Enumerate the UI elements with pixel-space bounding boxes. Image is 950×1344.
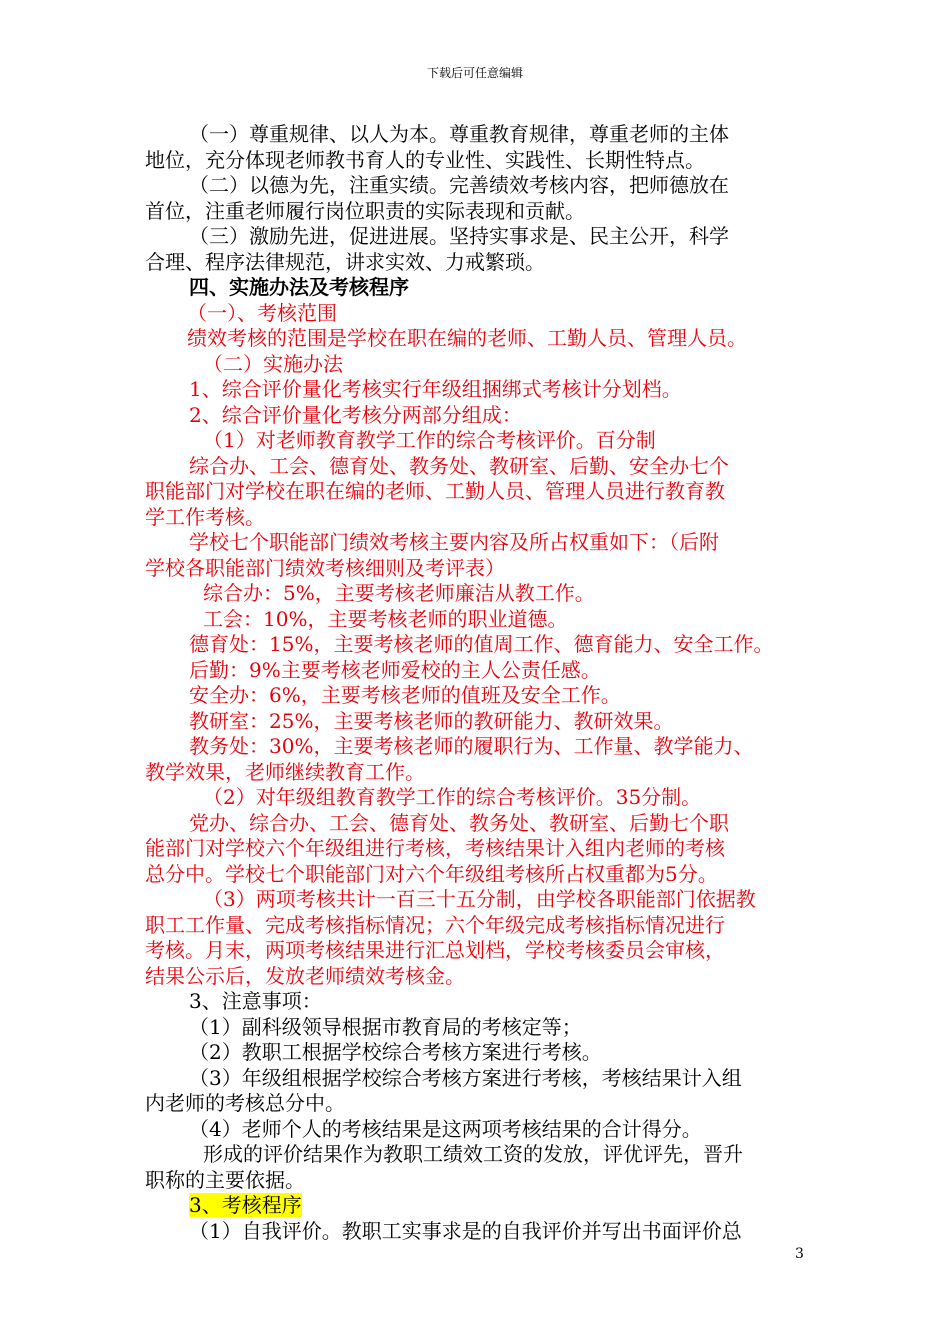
paragraph-line: 综合办：5%，主要考核老师廉洁从教工作。: [203, 581, 595, 605]
subsection-heading: （二）实施办法: [203, 351, 343, 376]
paragraph-line: 考核。月末，两项考核结果进行汇总划档，学校考核委员会审核，: [145, 938, 725, 962]
paragraph-line: （4）老师个人的考核结果是这两项考核结果的合计得分。: [189, 1116, 702, 1141]
paragraph-line: 综合办、工会、德育处、教务处、教研室、后勤、安全办七个: [189, 453, 729, 478]
paragraph-line: 教务处：30%，主要考核老师的履职行为、工作量、教学能力、: [189, 734, 754, 758]
paragraph-line: 职工工作量、完成考核指标情况；六个年级完成考核指标情况进行: [145, 912, 725, 937]
paragraph-line: 能部门对学校六个年级组进行考核，考核结果计入组内老师的考核: [145, 836, 725, 860]
paragraph-line: （三）激励先进，促进进展。坚持实事求是、民主公开，科学: [189, 224, 729, 248]
paragraph-line: 职称的主要依据。: [145, 1167, 305, 1192]
paragraph-line: 学校各职能部门绩效考核细则及考评表）: [145, 555, 505, 580]
paragraph-line: 工会：10%，主要考核老师的职业道德。: [203, 606, 568, 631]
paragraph-line: 安全办：6%，主要考核老师的值班及安全工作。: [189, 683, 621, 707]
paragraph-line: 形成的评价结果作为教职工绩效工资的发放，评优评先，晋升: [203, 1142, 743, 1166]
paragraph-line: 职能部门对学校在职在编的老师、工勤人员、管理人员进行教育教: [145, 479, 725, 503]
subsection-heading: （一）、考核范围: [187, 300, 337, 325]
paragraph-line: 合理、程序法律规范，讲求实效、力戒繁琐。: [145, 249, 545, 274]
highlighted-heading: 3、考核程序: [189, 1193, 302, 1217]
paragraph-line: （一）尊重规律、以人为本。尊重教育规律，尊重老师的主体: [189, 122, 729, 146]
paragraph-line: 结果公示后，发放老师绩效考核金。: [145, 963, 465, 988]
paragraph-line: 首位，注重老师履行岗位职责的实际表现和贡献。: [145, 198, 585, 223]
paragraph-line: 后勤：9%主要考核老师爱校的主人公责任感。: [189, 657, 601, 682]
paragraph-line: 1、综合评价量化考核实行年级组捆绑式考核计分划档。: [189, 377, 682, 401]
paragraph-line: 2、综合评价量化考核分两部分组成：: [189, 402, 522, 427]
paragraph-line: 德育处：15%，主要考核老师的值周工作、德育能力、安全工作。: [189, 632, 774, 656]
document-body: [145, 122, 815, 1244]
paragraph-line: 3、注意事项：: [189, 989, 322, 1013]
paragraph-line: 教学效果，老师继续教育工作。: [145, 759, 425, 784]
paragraph-line: 教研室：25%，主要考核老师的教研能力、教研效果。: [189, 708, 674, 733]
paragraph-line: （2）教职工根据学校综合考核方案进行考核。: [189, 1040, 602, 1064]
paragraph-line: 学校七个职能部门绩效考核主要内容及所占权重如下：（后附: [189, 530, 719, 554]
paragraph-line: （1）副科级领导根据市教育局的考核定等；: [189, 1014, 582, 1039]
paragraph-line: （1）对老师教育教学工作的综合考核评价。百分制: [203, 428, 656, 452]
paragraph-line: 总分中。学校七个职能部门对六个年级组考核所占权重都为5分。: [145, 861, 718, 886]
paragraph-line: 党办、综合办、工会、德育处、教务处、教研室、后勤七个职: [189, 810, 729, 835]
page-number: 3: [795, 1246, 804, 1262]
page-header: 下载后可任意编辑: [426, 66, 523, 80]
paragraph-line: （二）以德为先，注重实绩。完善绩效考核内容，把师德放在: [189, 173, 729, 197]
paragraph-line: 地位，充分体现老师教书育人的专业性、实践性、长期性特点。: [145, 147, 705, 172]
paragraph-line: （1）自我评价。教职工实事求是的自我评价并写出书面评价总: [189, 1218, 742, 1243]
paragraph-line: 绩效考核的范围是学校在职在编的老师、工勤人员、管理人员。: [187, 326, 747, 350]
paragraph-line: 学工作考核。: [145, 504, 265, 529]
paragraph-line: （3）两项考核共计一百三十五分制，由学校各职能部门依据教: [203, 887, 756, 911]
paragraph-line: （2）对年级组教育教学工作的综合考核评价。35分制。: [203, 785, 702, 809]
section-heading: 四、实施办法及考核程序: [189, 275, 409, 299]
paragraph-line: （3）年级组根据学校综合考核方案进行考核，考核结果计入组: [189, 1065, 742, 1090]
paragraph-line: 内老师的考核总分中。: [145, 1091, 345, 1115]
subsection-heading: [145, 1193, 815, 1219]
